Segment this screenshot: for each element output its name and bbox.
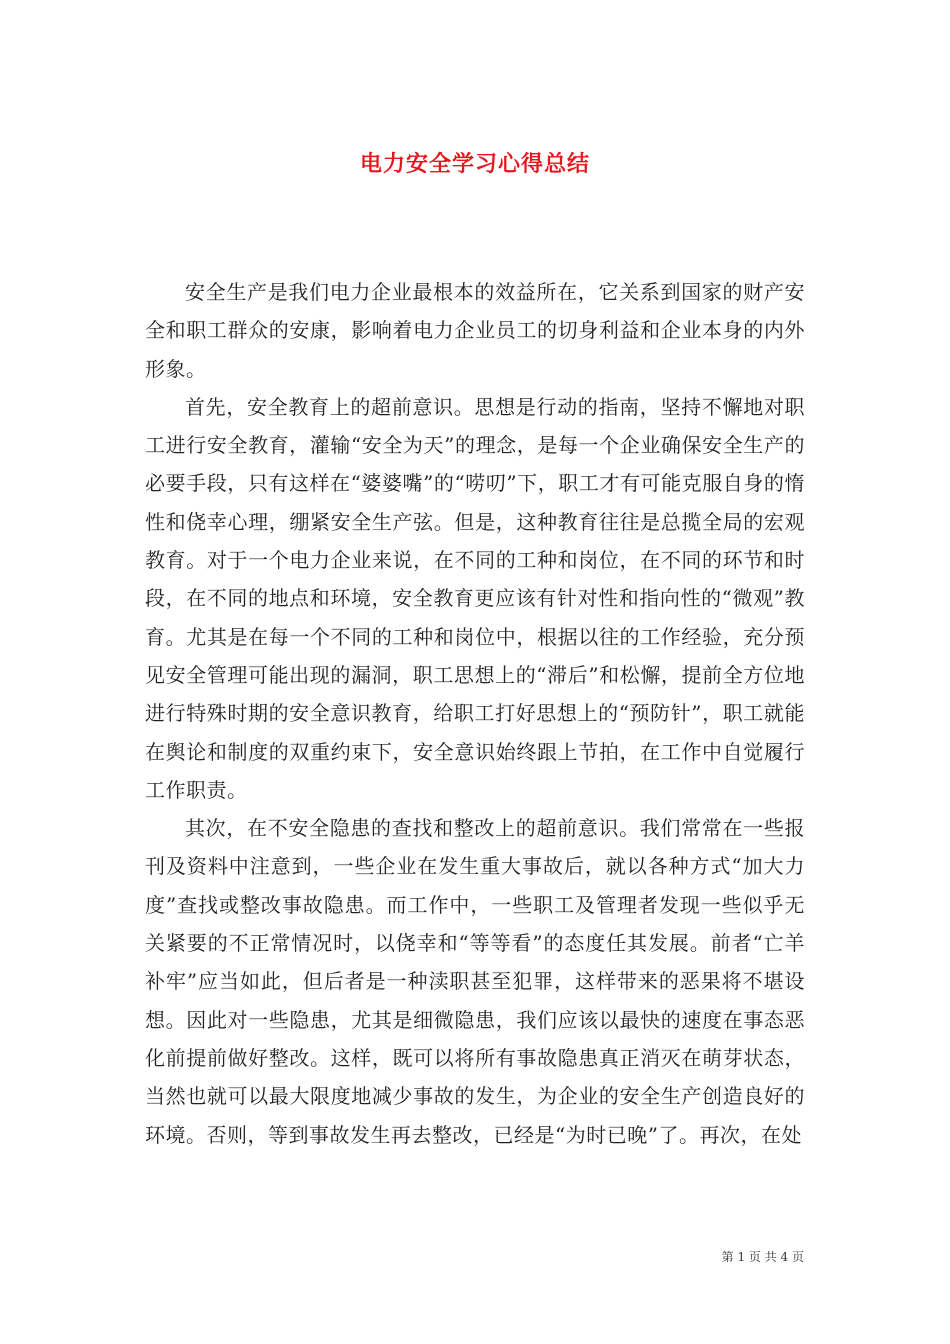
paragraph-second: 其次，在不安全隐患的查找和整改上的超前意识。我们常常在一些报刊及资料中注意到，一些企业在发生重大事故后，就以各种方式“加大力度”查找或整改事故隐患。而工作中，一些职工及管理者发现一些似乎无关紧要的不正常情况时，以侥幸和“等等看”的态度任其发展。前者“亡羊补牢”应当如此，但后者是一种渎职甚至犯罪，这样带来的恶果将不堪设想。因此对一些隐患，尤其是细微隐患，我们应该以最快的速度在事态恶化前提前做好整改。这样，既可以将所有事故隐患真正消灭在萌芽状态，当然也就可以最大限度地减少事故的发生，为企业的安全生产创造良好的环境。否则，等到事故发生再去整改，已经是“为时已晚”了。再次，在处: [145, 816, 805, 1147]
paragraph-intro: 安全生产是我们电力企业最根本的效益所在，它关系到国家的财产安全和职工群众的安康，影响着电力企业员工的切身利益和企业本身的内外形象。: [145, 280, 805, 381]
page-number: 第 1 页 共 4 页: [721, 1250, 804, 1264]
document-body: [145, 273, 805, 1154]
paragraph-first: 首先，安全教育上的超前意识。思想是行动的指南，坚持不懈地对职工进行安全教育，灌输“安全为天”的理念，是每一个企业确保安全生产的必要手段，只有这样在“婆婆嘴”的“唠叨”下，职工才有可能克服自身的惰性和侥幸心理，绷紧安全生产弦。但是，这种教育往往是总揽全局的宏观教育。对于一个电力企业来说，在不同的工种和岗位，在不同的环节和时段，在不同的地点和环境，安全教育更应该有针对性和指向性的“微观”教育。尤其是在每一个不同的工种和岗位中，根据以往的工作经验，充分预见安全管理可能出现的漏洞，职工思想上的“滞后”和松懈，提前全方位地进行特殊时期的安全意识教育，给职工打好思想上的“预防针”，职工就能在舆论和制度的双重约束下，安全意识始终跟上节拍，在工作中自觉履行工作职责。: [145, 394, 805, 802]
page-title: 电力安全学习心得总结: [359, 151, 590, 177]
